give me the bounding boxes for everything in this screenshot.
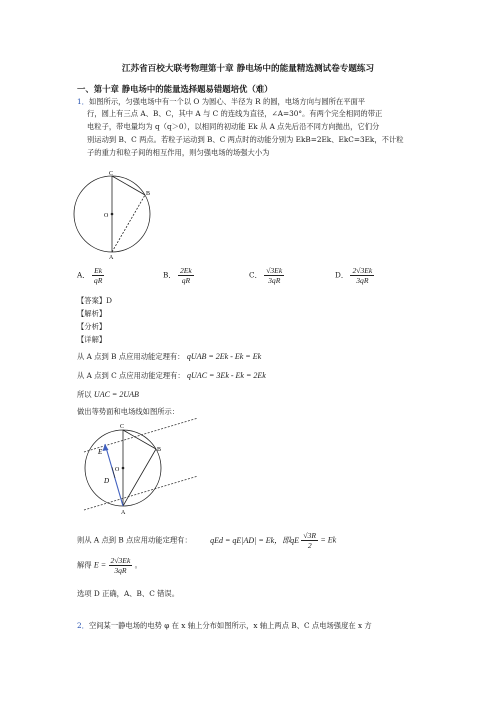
breakdown-tag: 【分析】 — [77, 322, 107, 331]
option-c: C． $\frac{√3Ek}{3qR}$ — [249, 266, 283, 285]
fig1-label-o: O — [104, 213, 109, 219]
q1-text-1: 如图所示，匀强电场中有一个以 O 为圆心、半径为 R 的圆，电场方向与圆所在平面平 — [88, 97, 366, 106]
doc-title: 江苏省百校大联考物理第十章 静电场中的能量精选测试卷专题练习 — [121, 64, 375, 74]
circle-figure-2 — [82, 418, 200, 518]
option-c-fraction: $\frac{√3Ek}{3qR}$ — [266, 266, 283, 285]
fig2-label-c: C — [120, 424, 125, 430]
fig1-label-c: C — [109, 171, 114, 177]
option-d: D． $\frac{2√3Ek}{3qR}$ — [335, 266, 373, 285]
fig2-label-e: E — [98, 448, 103, 456]
equation-relation: UAC = 2UAB — [93, 390, 139, 399]
step-ac: 从 A 点到 C 点应用动能定理有： qUAC = 3Ek - Ek = 2Ek — [77, 371, 266, 380]
section-heading: 一、第十章 静电场中的能量选择题易错题培优（难） — [77, 84, 273, 94]
q1-line-5: 子的重力和粒子间的相互作用，则匀强电场的场强大小为 — [87, 148, 270, 157]
step-relation: 所以 UAC = 2UAB — [77, 390, 139, 399]
answer-label: 【答案】D — [77, 296, 113, 305]
fig2-label-b: B — [157, 447, 162, 453]
fig2-label-a: A — [121, 510, 126, 516]
option-a: A． $\frac{Ek}{qR}$ — [77, 266, 103, 285]
solution-line: 解得 E = $\frac{2√3Ek}{3qR}$ 。 — [77, 556, 142, 575]
solution-fraction: $\frac{2√3Ek}{3qR}$ — [110, 556, 131, 575]
q2-text: 空间某一静电场的电势 φ 在 x 轴上分布如图所示，x 轴上两点 B、C 点电场强度在 x 方 — [88, 621, 372, 630]
option-d-fraction: $\frac{2√3Ek}{3qR}$ — [352, 266, 373, 285]
fig1-label-b: B — [146, 191, 151, 197]
q1-line-3: 电粒子，带电量均为 q（q＞0），以相同的初动能 Ek 从 A 点先后沿不同方向抛出，它们分 — [87, 122, 380, 131]
q2-line-1 — [77, 620, 372, 631]
conclusion: 选项 D 正确，A、B、C 错误。 — [77, 589, 179, 598]
analysis-tag: 【解析】 — [77, 309, 107, 318]
option-b-fraction: $\frac{2Ek}{qR}$ — [180, 266, 192, 285]
option-b: B． $\frac{2Ek}{qR}$ — [163, 266, 192, 285]
q1-line-2: 行，圆上有三点 A、B、C，其中 A 与 C 的连线为直径，∠A=30°。有两个完全相同的带正 — [87, 109, 383, 118]
solution-lhs: E = — [93, 560, 107, 570]
step-field: 则从 A 点到 B 点应用动能定理有： qEd = qE|AD| = Ek，即qE $\frac{√3R}{2}$ = Ek — [77, 531, 337, 550]
draw-instruction: 做出等势面和电场线如图所示： — [77, 407, 180, 416]
equation-ab: qUAB = 2Ek - Ek = Ek — [186, 352, 262, 361]
option-a-fraction: $\frac{Ek}{qR}$ — [93, 266, 103, 285]
fig2-label-d: D — [104, 477, 110, 485]
equation-field-tail: = Ek — [320, 535, 337, 545]
q1-number: 1． — [77, 97, 89, 106]
equation-ac: qUAC = 3Ek - Ek = 2Ek — [187, 371, 266, 380]
q1-line-4: 别运动到 B、C 两点。若粒子运动到 B、C 两点时的动能分别为 EkB=2Ek、EkC=3Ek，不计粒 — [87, 135, 404, 144]
q1-line-1 — [77, 96, 365, 107]
fig2-label-o: O — [115, 467, 120, 473]
q2-number: 2． — [77, 621, 89, 630]
step-ab: 从 A 点到 B 点应用动能定理有： qUAB = 2Ek - Ek = Ek — [77, 352, 262, 361]
equation-field: qEd = qE|AD| = Ek，即qE — [210, 535, 300, 545]
fraction-sqrt3r: $\frac{√3R}{2}$ — [303, 531, 317, 550]
circle-figure-1 — [72, 168, 162, 260]
fig1-label-a: A — [109, 255, 114, 260]
details-tag: 【详解】 — [77, 335, 107, 344]
